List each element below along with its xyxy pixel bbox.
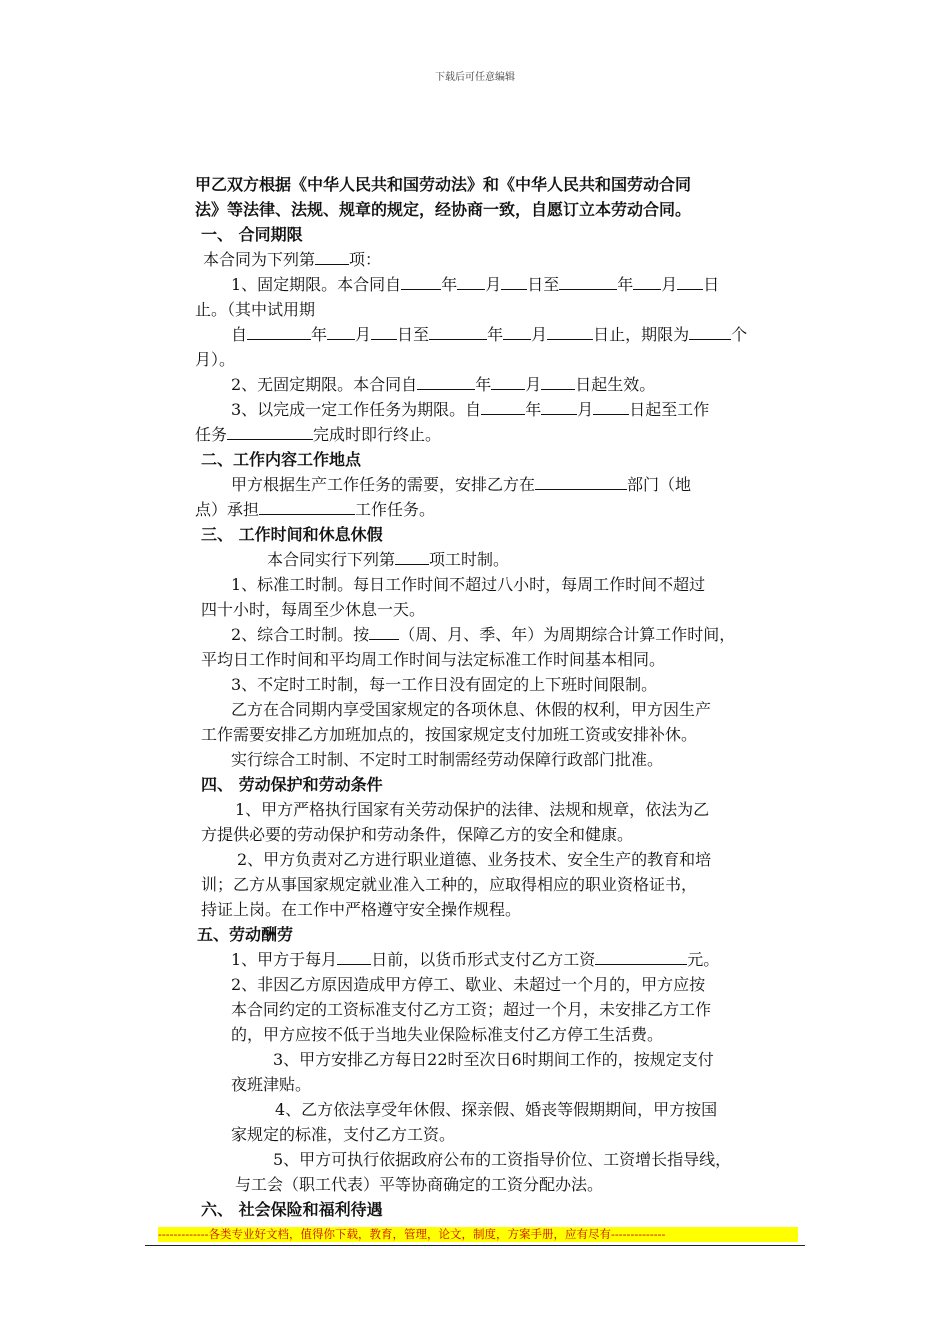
footer-banner: -------------各类专业好文档，值得你下载，教育，管理，论文，制度，方案手册，应有尽有-------------- [158,1227,798,1242]
line-text: 1、甲方严格执行国家有关劳动保护的法律、法规和规章，依法为乙 [235,800,710,819]
blank-fill-line [535,472,627,490]
line-text: 年 [487,325,504,344]
line-text: 月 [661,275,678,294]
blank-fill-line [541,397,577,415]
blank-fill-line [593,397,629,415]
text-line [195,1122,815,1147]
section-heading [195,522,815,547]
text-line [195,422,815,447]
line-text: 月 [485,275,502,294]
line-text: 2、甲方负责对乙方进行职业道德、业务技术、安全生产的教育和培 [237,850,712,869]
line-text: 一、 合同期限 [201,225,303,244]
line-text: 日前，以货币形式支付乙方工资 [371,950,596,969]
blank-fill-line [227,422,313,440]
line-text: 夜班津贴。 [231,1075,312,1094]
text-line [195,997,815,1022]
line-text: 任务 [195,425,228,444]
line-text: 止。（其中试用期 [195,300,316,319]
text-line [195,322,815,347]
contract-body [195,172,815,1222]
footer-divider [145,1245,805,1246]
line-text: 持证上岗。在工作中严格遵守安全操作规程。 [201,900,522,919]
text-line [195,672,815,697]
line-text: 甲乙双方根据《中华人民共和国劳动法》和《中华人民共和国劳动合同 [195,175,692,194]
line-text: 年 [311,325,328,344]
blank-fill-line [501,272,527,290]
page-header-note: 下载后可任意编辑 [435,72,515,83]
line-text: 日 [703,275,720,294]
section-heading [195,172,815,197]
text-line [195,547,815,572]
blank-fill-line [247,322,311,340]
text-line [195,1172,815,1197]
line-text: 完成时即行终止。 [313,425,442,444]
line-text: 1、标准工时制。每日工作时间不超过八小时，每周工作时间不超过 [231,575,706,594]
line-text: 月 [525,375,542,394]
text-line [195,247,815,272]
blank-fill-line [417,372,475,390]
blank-fill-line [337,947,371,965]
line-text: 1、甲方于每月 [231,950,338,969]
text-line [195,1022,815,1047]
text-line [195,647,815,672]
text-line [195,1097,815,1122]
line-text: 元。 [687,950,720,969]
line-text: 平均日工作时间和平均周工作时间与法定标准工作时间基本相同。 [201,650,666,669]
line-text: 3、以完成一定工作任务为期限。自 [231,400,482,419]
line-text: 本合同约定的工资标准支付乙方工资；超过一个月，未安排乙方工作 [231,1000,712,1019]
line-text: 三、 工作时间和休息休假 [201,525,383,544]
line-text: 训；乙方从事国家规定就业准入工种的，应取得相应的职业资格证书， [201,875,698,894]
text-line [195,897,815,922]
section-heading [195,772,815,797]
line-text: 工作需要安排乙方加班加点的，按国家规定支付加班工资或安排补休。 [201,725,698,744]
text-line [195,472,815,497]
blank-fill-line [401,272,441,290]
line-text: 月 [577,400,594,419]
line-text: 家规定的标准，支付乙方工资。 [231,1125,456,1144]
line-text: 项工时制。 [429,550,510,569]
blank-fill-line [457,272,485,290]
line-text: 月）。 [195,350,236,369]
line-text: 4、乙方依法享受年休假、探亲假、婚丧等假期期间，甲方按国 [275,1100,718,1119]
text-line [195,1072,815,1097]
text-line [195,572,815,597]
section-heading [195,1197,815,1222]
text-line [195,347,815,372]
line-text: 乙方在合同期内享受国家规定的各项休息、休假的权利，甲方因生产 [231,700,712,719]
line-text: 月 [355,325,372,344]
blank-fill-line [503,322,531,340]
line-text: 项： [349,250,382,269]
section-heading [195,447,815,472]
line-text: 方提供必要的劳动保护和劳动条件，保障乙方的安全和健康。 [201,825,634,844]
line-text: 日起生效。 [575,375,656,394]
line-text: 月 [531,325,548,344]
line-text: 二、工作内容工作地点 [201,450,362,469]
line-text: 3、不定时工时制，每一工作日没有固定的上下班时间限制。 [231,675,658,694]
text-line [195,947,815,972]
text-line [195,622,815,647]
line-text: 1、固定期限。本合同自 [231,275,402,294]
blank-fill-line [633,272,661,290]
blank-fill-line [547,322,593,340]
line-text: 甲方根据生产工作任务的需要，安排乙方在 [231,475,536,494]
text-line [195,822,815,847]
text-line [195,272,815,297]
blank-fill-line [677,272,703,290]
text-line [195,872,815,897]
line-text: 实行综合工时制、不定时工时制需经劳动保障行政部门批准。 [231,750,664,769]
blank-fill-line [327,322,355,340]
text-line [195,747,815,772]
section-heading [195,197,815,222]
blank-fill-line [395,547,429,565]
line-text: 2、非因乙方原因造成甲方停工、歇业、未超过一个月的，甲方应按 [231,975,706,994]
blank-fill-line [371,322,397,340]
line-text: 日起至工作 [629,400,710,419]
line-text: 本合同为下列第 [203,250,316,269]
line-text: （周、月、季、年）为周期综合计算工作时间， [399,625,736,644]
text-line [195,297,815,322]
blank-fill-line [595,947,687,965]
blank-fill-line [559,272,617,290]
line-text: 日至 [527,275,560,294]
text-line [195,397,815,422]
line-text: 本合同实行下列第 [267,550,396,569]
line-text: 五、劳动酬劳 [197,925,294,944]
text-line [195,372,815,397]
line-text: 2、无固定期限。本合同自 [231,375,418,394]
section-heading [195,922,815,947]
text-line [195,1147,815,1172]
line-text: 年 [475,375,492,394]
line-text: 年 [617,275,634,294]
line-text: 四、 劳动保护和劳动条件 [201,775,383,794]
line-text: 的，甲方应按不低于当地失业保险标准支付乙方停工生活费。 [231,1025,664,1044]
line-text: 工作任务。 [355,500,436,519]
blank-fill-line [259,497,355,515]
line-text: 日止，期限为 [593,325,690,344]
text-line [195,797,815,822]
line-text: 四十小时，每周至少休息一天。 [201,600,426,619]
text-line [195,972,815,997]
blank-fill-line [541,372,575,390]
line-text: 法》等法律、法规、规章的规定，经协商一致，自愿订立本劳动合同。 [195,200,692,219]
line-text: 5、甲方可执行依据政府公布的工资指导价位、工资增长指导线， [273,1150,732,1169]
text-line [195,722,815,747]
blank-fill-line [369,622,399,640]
line-text: 部门（地 [627,475,692,494]
line-text: 年 [525,400,542,419]
line-text: 3、甲方安排乙方每日22时至次日6时期间工作的，按规定支付 [273,1050,714,1069]
line-text: 自 [231,325,248,344]
blank-fill-line [491,372,525,390]
blank-fill-line [429,322,487,340]
blank-fill-line [689,322,731,340]
line-text: 六、 社会保险和福利待遇 [201,1200,383,1219]
line-text: 年 [441,275,458,294]
line-text: 2、综合工时制。按 [231,625,370,644]
blank-fill-line [481,397,525,415]
text-line [195,497,815,522]
text-line [195,1047,815,1072]
line-text: 点）承担 [195,500,260,519]
text-line [195,697,815,722]
section-heading [195,222,815,247]
text-line [195,847,815,872]
line-text: 与工会（职工代表）平等协商确定的工资分配办法。 [235,1175,604,1194]
text-line [195,597,815,622]
line-text: 个 [731,325,748,344]
line-text: 日至 [397,325,430,344]
blank-fill-line [315,247,349,265]
